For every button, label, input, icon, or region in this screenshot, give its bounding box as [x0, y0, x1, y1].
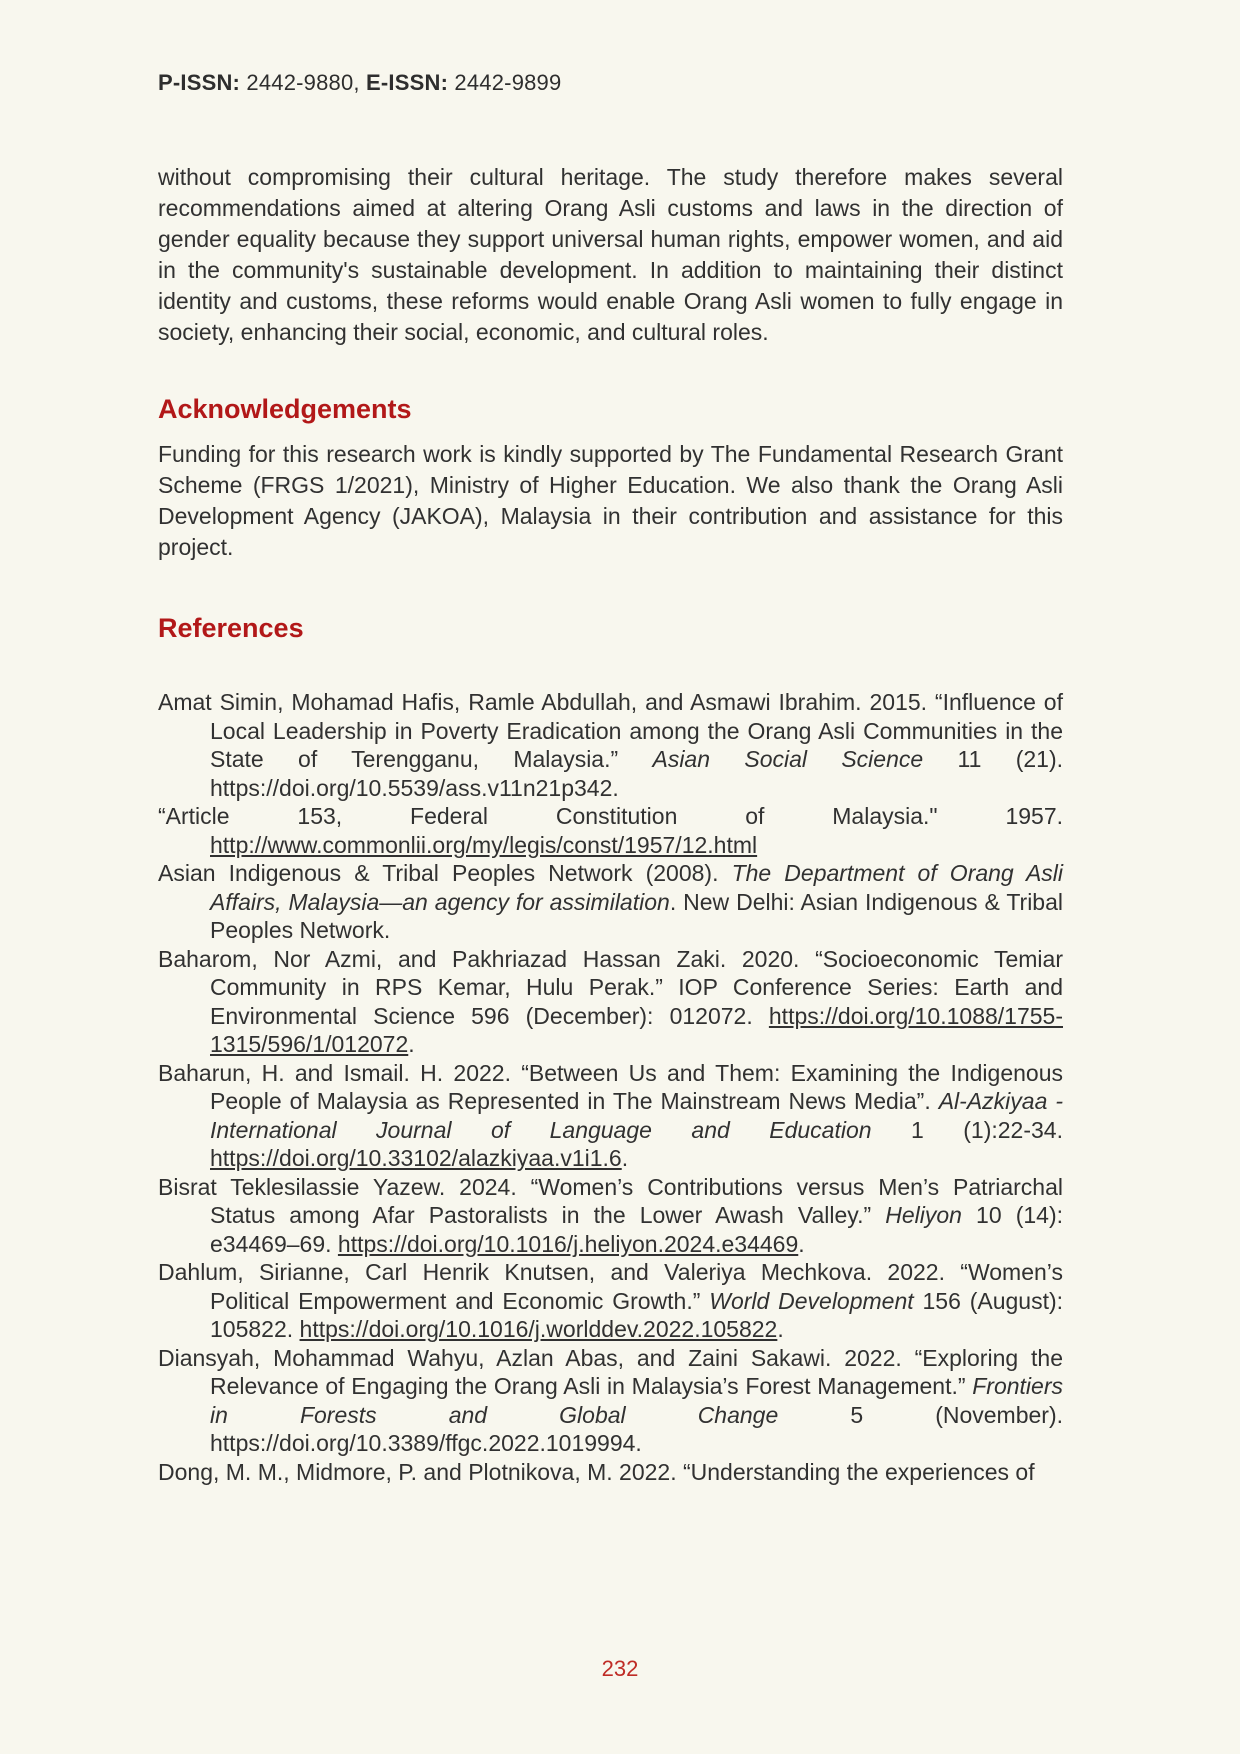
- reference-text: Dong, M. M., Midmore, P. and Plotnikova, M. 2022. “Understanding the experiences of: [158, 1458, 1035, 1485]
- reference-journal: Heliyon: [885, 1202, 962, 1228]
- reference-item: [158, 859, 1063, 945]
- reference-link[interactable]: http://www.commonlii.org/my/legis/const/1957/12.html: [210, 831, 758, 858]
- reference-text: . New Delhi: Asian Indigenous & Tribal Peoples Network.: [210, 888, 1063, 943]
- reference-journal: Al-Azkiyaa - International Journal of Language and Education: [210, 1088, 1063, 1143]
- reference-text: 1 (1):22-34.: [871, 1116, 1063, 1143]
- reference-journal: World Development: [709, 1287, 914, 1314]
- reference-item: [158, 1059, 1063, 1173]
- reference-text: .: [777, 1316, 784, 1342]
- reference-text: Baharom, Nor Azmi, and Pakhriazad Hassan Zaki. 2020. “Socioeconomic Temiar Community in RPS Kemar, Hulu Perak.” IOP Conference Series: Earth and Environmental Science 596 (December): 012072.: [158, 945, 1063, 1029]
- reference-text: .: [621, 1145, 629, 1171]
- reference-text: 5 (November). https://doi.org/10.3389/ffgc.2022.1019994.: [210, 1401, 1064, 1456]
- acknowledgements-paragraph: Funding for this research work is kindly supported by The Fundamental Research Grant Scheme (FRGS 1/2021), Ministry of Higher Education. We also thank the Orang Asli Development Agency (JAKOA), Malaysia in their contribution and assistance for this project.: [158, 441, 1063, 560]
- reference-link[interactable]: https://doi.org/10.1016/j.worlddev.2022.105822: [299, 1316, 778, 1342]
- reference-text: Baharun, H. and Ismail. H. 2022. “Between Us and Them: Examining the Indigenous People of Malaysia as Represented in The Mainstream News Media”.: [158, 1059, 1063, 1114]
- reference-link[interactable]: https://doi.org/10.1088/1755-1315/596/1/012072: [210, 1002, 1063, 1057]
- reference-link[interactable]: https://doi.org/10.33102/alazkiyaa.v1i1.6: [210, 1145, 622, 1171]
- acknowledgements-heading: Acknowledgements: [158, 394, 412, 424]
- intro-paragraph: without compromising their cultural heritage. The study therefore makes several recommendations aimed at altering Orang Asli customs and laws in the direction of gender equality because they support universal human rights, empower women, and aid in the community's sustainable development. In addition to maintaining their distinct identity and customs, these reforms would enable Orang Asli women to fully engage in society, enhancing their social, economic, and cultural roles.: [158, 164, 1063, 345]
- reference-item: [158, 1458, 1063, 1487]
- p-issn-value: 2442-9880,: [240, 70, 367, 95]
- reference-text: .: [798, 1230, 805, 1257]
- reference-text: “Article 153, Federal Constitution of Malaysia." 1957.: [158, 803, 1063, 829]
- reference-item: [158, 1173, 1063, 1259]
- reference-item: [158, 1344, 1063, 1458]
- reference-text: Diansyah, Mohammad Wahyu, Azlan Abas, and Zaini Sakawi. 2022. “Exploring the Relevance of Engaging the Orang Asli in Malaysia’s Forest Management.”: [158, 1344, 1063, 1399]
- references-list: [158, 688, 1063, 1486]
- page-footer: [0, 1656, 1240, 1682]
- reference-text: 156 (August): 105822.: [210, 1287, 1064, 1342]
- reference-text: Bisrat Teklesilassie Yazew. 2024. “Women’s Contributions versus Men’s Patriarchal Status among Afar Pastoralists in the Lower Awash Valley.”: [158, 1173, 1063, 1228]
- reference-text: 10 (14): e34469–69.: [210, 1202, 1063, 1257]
- reference-text: Amat Simin, Mohamad Hafis, Ramle Abdullah, and Asmawi Ibrahim. 2015. “Influence of Local Leadership in Poverty Eradication among the Orang Asli Communities in the State of Terengganu, Malaysia.”: [158, 689, 1063, 772]
- page-number: 232: [601, 1656, 639, 1681]
- reference-link[interactable]: https://doi.org/10.1016/j.heliyon.2024.e34469: [337, 1230, 799, 1257]
- reference-journal: Frontiers in Forests and Global Change: [210, 1373, 1063, 1428]
- references-heading: References: [158, 613, 304, 643]
- e-issn-value: 2442-9899: [448, 70, 562, 95]
- reference-item: [158, 945, 1063, 1059]
- reference-text: Dahlum, Sirianne, Carl Henrik Knutsen, and Valeriya Mechkova. 2022. “Women’s Political Empowerment and Economic Growth.”: [158, 1259, 1063, 1314]
- reference-item: [158, 688, 1063, 802]
- reference-item: [158, 1258, 1063, 1344]
- issn-header: [158, 70, 1063, 96]
- reference-text: Asian Indigenous & Tribal Peoples Network (2008).: [158, 860, 732, 886]
- reference-item: [158, 802, 1063, 859]
- reference-text: 11 (21). https://doi.org/10.5539/ass.v11n21p342.: [210, 746, 1063, 801]
- reference-journal: Asian Social Science: [652, 746, 924, 772]
- reference-text: .: [408, 1031, 415, 1057]
- reference-title: The Department of Orang Asli Affairs, Malaysia—an agency for assimilation: [210, 860, 1064, 915]
- e-issn-label: E-ISSN:: [366, 70, 449, 95]
- p-issn-label: P-ISSN:: [158, 70, 241, 95]
